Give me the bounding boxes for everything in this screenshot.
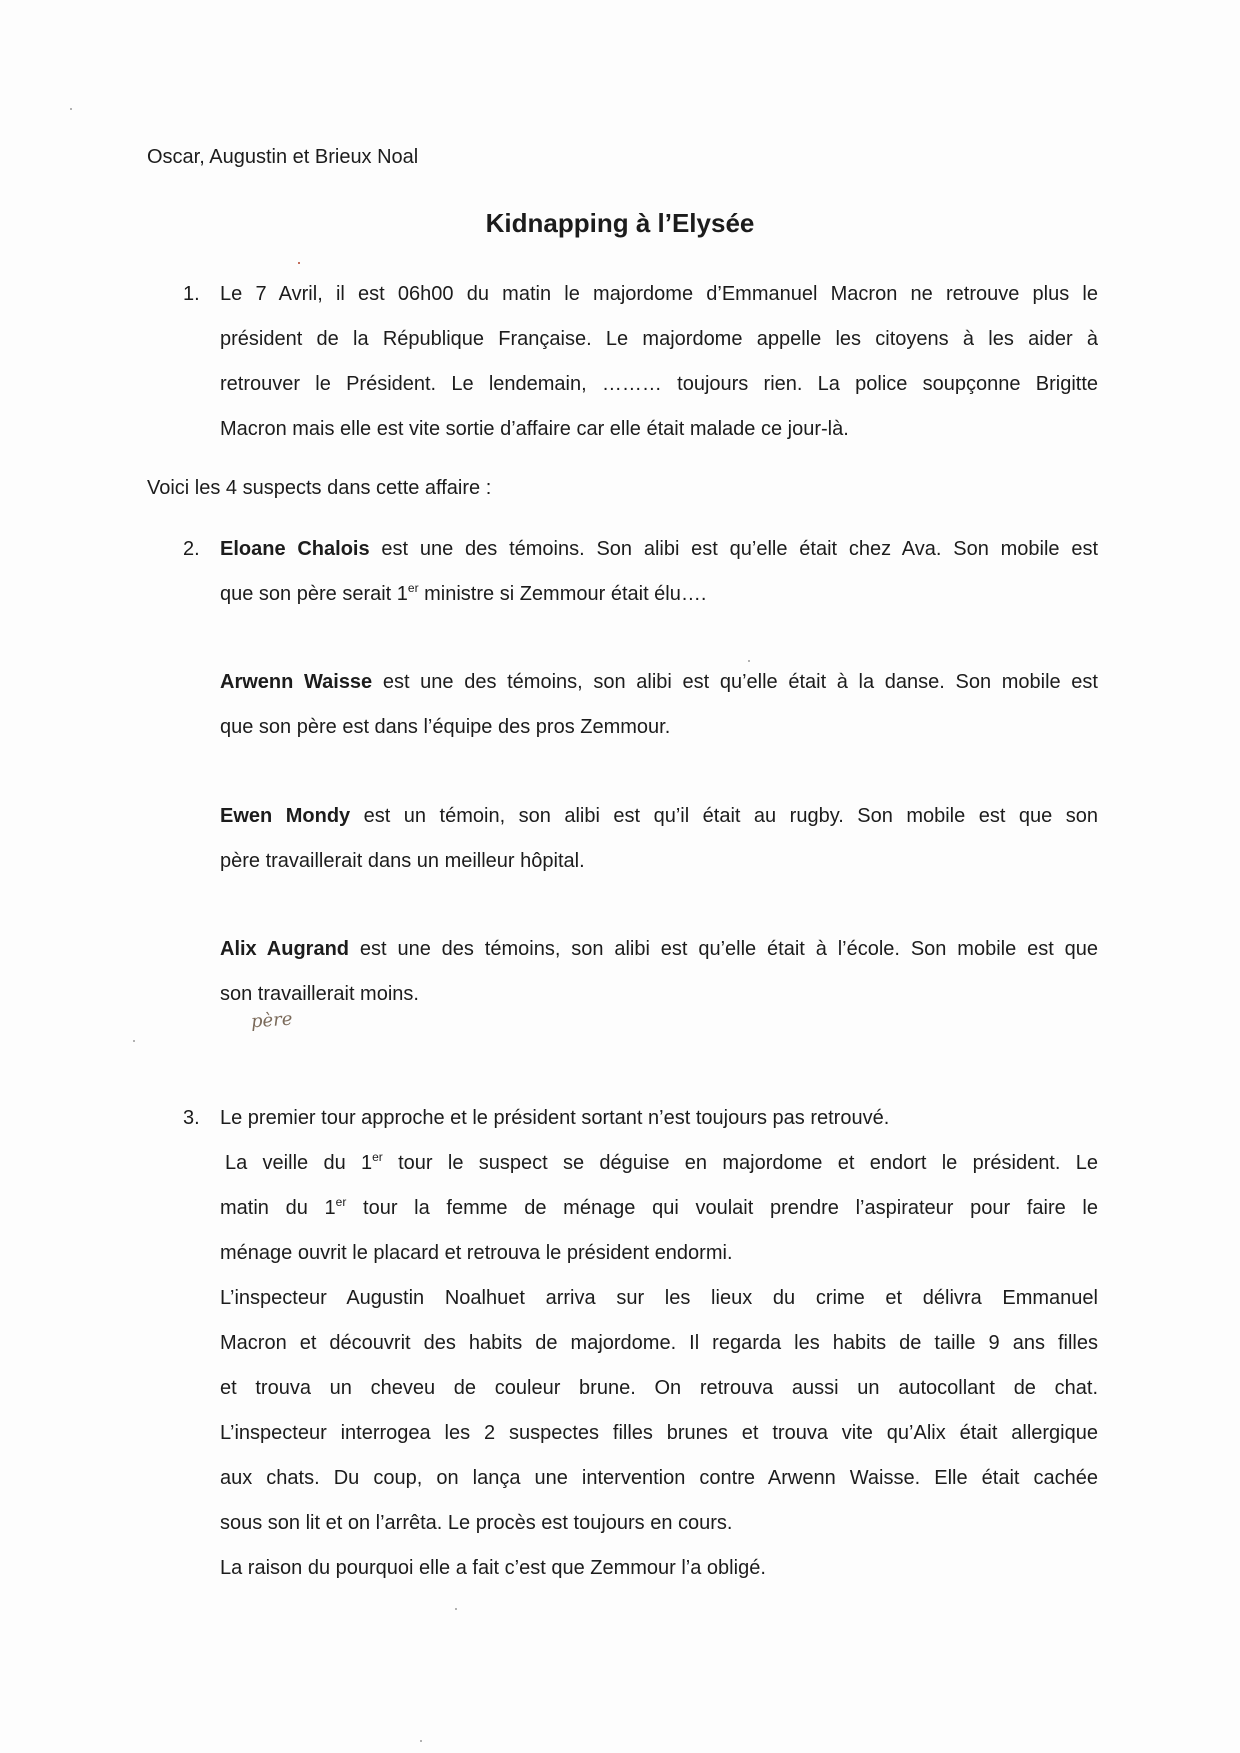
document-title: Kidnapping à l’Elysée [485, 208, 755, 238]
ordinal-sup: er [335, 1195, 347, 1209]
suspect-2-motive: que son père est dans l’équipe des pros Zemmour. [220, 716, 671, 738]
section-3-line: L’inspecteur Augustin Noalhuet arriva sur les lieux du crime et délivra Emmanuel [220, 1287, 1098, 1309]
suspect-1-motive [220, 580, 706, 608]
section-1-number: 1. [183, 283, 200, 305]
handwritten-note: père [250, 1008, 294, 1033]
narrative-text: La veille du 1 [225, 1152, 373, 1174]
suspect-4-motive: son travaillerait moins. [220, 983, 419, 1005]
section-3-line: La raison du pourquoi elle a fait c’est que Zemmour l’a obligé. [220, 1557, 766, 1579]
section-1-line: retrouver le Président. Le lendemain, ……… toujours rien. La police soupçonne Brigitte [220, 373, 1098, 395]
suspect-3-motive: père travaillerait dans un meilleur hôpital. [220, 850, 585, 872]
section-3-line: Macron et découvrit des habits de majordome. Il regarda les habits de taille 9 ans filles [220, 1332, 1098, 1354]
section-3-line [225, 1149, 1098, 1177]
suspect-4-line [220, 935, 1098, 963]
suspect-3-line [220, 802, 1098, 830]
suspect-2-line [220, 668, 1098, 696]
suspect-1-line [220, 535, 1098, 563]
narrative-text: tour le suspect se déguise en majordome et endort le président. Le [382, 1152, 1098, 1174]
section-2-number: 2. [183, 538, 200, 560]
ordinal-sup: er [407, 581, 419, 595]
suspect-name: Ewen Mondy [220, 805, 351, 827]
suspect-description: est une des témoins, son alibi est qu’elle était à l’école. Son mobile est que [349, 938, 1098, 960]
suspect-description: est une des témoins. Son alibi est qu’elle était chez Ava. Son mobile est [369, 538, 1098, 560]
scan-speck [133, 1040, 135, 1042]
section-3-line: et trouva un cheveu de couleur brune. On retrouva aussi un autocollant de chat. [220, 1377, 1098, 1399]
suspect-description: est une des témoins, son alibi est qu’elle était à la danse. Son mobile est [372, 671, 1098, 693]
motive-text: ministre si Zemmour était élu…. [418, 583, 707, 605]
section-1-line: président de la République Française. Le majordome appelle les citoyens à les aider à [220, 328, 1098, 350]
narrative-text: tour la femme de ménage qui voulait prendre l’aspirateur pour faire le [346, 1197, 1098, 1219]
section-3-line [220, 1194, 1098, 1222]
scan-speck [298, 262, 300, 264]
suspect-name: Arwenn Waisse [220, 671, 373, 693]
suspects-intro: Voici les 4 suspects dans cette affaire : [147, 477, 492, 499]
narrative-text: matin du 1 [220, 1197, 336, 1219]
ordinal-sup: er [372, 1150, 383, 1164]
scan-speck [748, 660, 750, 662]
section-3-number: 3. [183, 1107, 200, 1129]
section-3-line: ménage ouvrit le placard et retrouva le président endormi. [220, 1242, 733, 1264]
scan-speck [420, 1740, 422, 1742]
section-3-line: sous son lit et on l’arrêta. Le procès est toujours en cours. [220, 1512, 733, 1534]
section-1-line: Le 7 Avril, il est 06h00 du matin le majordome d’Emmanuel Macron ne retrouve plus le [220, 283, 1098, 305]
scan-speck [70, 108, 72, 110]
motive-text: que son père serait 1 [220, 583, 408, 605]
suspect-name: Alix Augrand [220, 938, 350, 960]
section-3-line: Le premier tour approche et le président sortant n’est toujours pas retrouvé. [220, 1107, 890, 1129]
section-1-line: Macron mais elle est vite sortie d’affaire car elle était malade ce jour-là. [220, 418, 849, 440]
suspect-description: est un témoin, son alibi est qu’il était au rugby. Son mobile est que son [350, 805, 1098, 827]
suspect-name: Eloane Chalois [220, 538, 370, 560]
section-3-line: L’inspecteur interrogea les 2 suspectes filles brunes et trouva vite qu’Alix était allergique [220, 1422, 1098, 1444]
authors-line: Oscar, Augustin et Brieux Noal [147, 146, 419, 168]
section-3-line: aux chats. Du coup, on lança une intervention contre Arwenn Waisse. Elle était cachée [220, 1467, 1098, 1489]
scan-speck [455, 1608, 457, 1610]
